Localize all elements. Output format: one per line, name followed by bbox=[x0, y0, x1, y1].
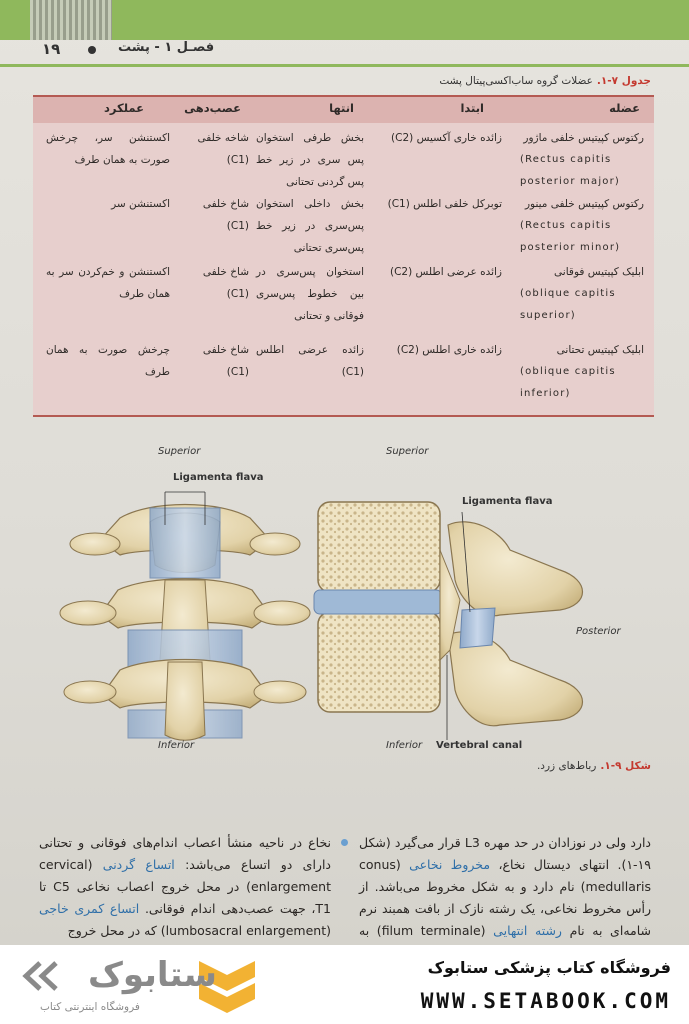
cell-muscle-en: (Rectus capitis posterior major) bbox=[520, 154, 621, 187]
cell-action: اکستنشن سر، چرخش صورت به همان طرف bbox=[46, 132, 170, 166]
term-highlight: مخروط نخاعی bbox=[409, 857, 491, 872]
table-header-insertion: انتها bbox=[329, 101, 354, 115]
table-header-origin: ابتدا bbox=[460, 101, 484, 115]
store-brand: ستابوک bbox=[88, 955, 217, 995]
cell-muscle-fa: ابلیک کپیتیس تحتانی bbox=[556, 344, 644, 356]
table-header-action: عملکرد bbox=[103, 101, 144, 115]
cell-insertion: زائده عرضی اطلس (C1) bbox=[256, 344, 364, 378]
cell-muscle-en: (oblique capitis superior) bbox=[520, 288, 616, 321]
table-caption-number: جدول ۷-۱. bbox=[596, 75, 651, 87]
cell-muscle-en: (oblique capitis inferior) bbox=[520, 366, 616, 399]
cell-origin: زائده خاری اطلس (C2) bbox=[396, 344, 502, 356]
figure-caption-text: رباط‌های زرد. bbox=[536, 760, 597, 772]
body-text: (conus medullaris) نام دارد و به شکل مخروط می‌باشد. از رأس مخروط نخاعی، یک رشته نازک از بافت همبند نرم شامه‌ای به نام bbox=[359, 857, 651, 938]
header-rule bbox=[0, 64, 689, 67]
cell-insertion: استخوان پس‌سری در بین خطوط پس‌سری فوقانی و تحتانی bbox=[256, 266, 364, 322]
table-header-nerve: عصب‌دهی bbox=[184, 101, 241, 115]
term-highlight: اتساع کمری خاجی bbox=[39, 901, 140, 916]
cell-origin: زائده عرضی اطلس (C2) bbox=[389, 266, 502, 278]
muscle-table bbox=[33, 95, 654, 417]
cell-nerve: شاخ خلفی (C1) bbox=[202, 266, 249, 300]
cell-insertion: بخش داخلی استخوان پس‌سری در زیر خط پس‌سری تحتانی bbox=[256, 198, 364, 254]
figure-label-inferior-left: Inferior bbox=[158, 740, 195, 751]
store-tagline: فروشگاه اینترنتی کتاب bbox=[40, 1001, 140, 1013]
sagittal-view-vertebrae bbox=[314, 502, 583, 740]
table-header-row bbox=[33, 97, 654, 123]
cell-origin: زائده خاری آکسیس (C2) bbox=[391, 132, 502, 144]
cell-muscle-en: (Rectus capitis posterior minor) bbox=[520, 220, 621, 253]
cell-muscle-fa: رکتوس کپیتیس خلفی مینور bbox=[524, 198, 644, 210]
body-text: (cervical enlargement) در محل خروج اعصاب نخاعی C5 تا T1، جهت عصب‌دهی اندام فوقانی. bbox=[39, 857, 331, 916]
cell-muscle-fa: رکتوس کپیتیس خلفی ماژور bbox=[523, 132, 644, 144]
chapter-label: فصـل ۱ - پشت bbox=[118, 40, 215, 55]
figure-label-superior-left: Superior bbox=[158, 446, 201, 457]
cell-nerve: شاخه خلفی (C1) bbox=[197, 132, 249, 166]
figure-caption-number: شکل ۹-۱. bbox=[600, 760, 651, 772]
figure-label-vertebral-canal: Vertebral canal bbox=[436, 740, 523, 751]
store-url[interactable]: WWW.SETABOOK.COM bbox=[420, 989, 671, 1013]
body-text: نخاع در ناحیه منشأ اعصاب اندام‌های فوقانی و تحتانی دارای دو اتساع می‌باشد: bbox=[39, 835, 331, 872]
figure-label-inferior-right: Inferior bbox=[386, 740, 423, 751]
store-footer-banner[interactable] bbox=[0, 945, 689, 1024]
cell-insertion: بخش طرفی استخوان پس سری در زیر خط پس گردنی تحتانی bbox=[256, 132, 364, 188]
double-chevron-icon bbox=[22, 961, 60, 991]
ligamenta-flava-illustration bbox=[0, 430, 689, 760]
table-caption bbox=[439, 75, 651, 87]
figure-label-ligamenta-flava-left: Ligamenta flava bbox=[173, 472, 264, 483]
header-dot bbox=[88, 46, 96, 54]
cell-muscle-fa: ابلیک کپیتیس فوقانی bbox=[554, 266, 644, 278]
column-bullet bbox=[341, 839, 348, 846]
figure-label-posterior: Posterior bbox=[576, 626, 621, 637]
cell-origin: توبرکل خلفی اطلس (C1) bbox=[387, 198, 502, 210]
body-text: دارد ولی در نوزادان در حد مهره L3 قرار می‌گیرد (شکل ۱۹-۱). انتهای دیستال نخاع، bbox=[359, 835, 651, 872]
table-header-muscle: عضله bbox=[609, 101, 640, 115]
cell-nerve: شاخ خلفی (C1) bbox=[202, 344, 249, 378]
store-title: فروشگاه کتاب پزشکی ستابوک bbox=[427, 958, 671, 977]
figure-label-superior-right: Superior bbox=[386, 446, 429, 457]
table-caption-text: عضلات گروه ساب‌اکسی‌پیتال پشت bbox=[439, 75, 593, 87]
body-text: (lumbosacral enlargement) که در محل خروج bbox=[67, 923, 331, 938]
figure-caption bbox=[537, 760, 651, 772]
term-highlight: رشته انتهایی bbox=[493, 923, 562, 938]
posterior-view-vertebrae bbox=[60, 492, 310, 740]
cell-action: اکستنشن سر bbox=[111, 198, 170, 210]
page-number: ۱۹ bbox=[42, 40, 61, 58]
figure-label-ligamenta-flava-right: Ligamenta flava bbox=[462, 496, 553, 507]
cell-action: اکستنشن و خم‌کردن سر به همان طرف bbox=[46, 266, 170, 300]
cell-nerve: شاخ خلفی (C1) bbox=[202, 198, 249, 232]
term-highlight: اتساع گردنی bbox=[102, 857, 175, 872]
header-spine-thumbnail bbox=[30, 0, 112, 40]
body-text-left-column bbox=[39, 832, 331, 942]
body-text: (filum terminale) به bbox=[359, 923, 486, 938]
cell-action: چرخش صورت به همان طرف bbox=[46, 344, 170, 378]
